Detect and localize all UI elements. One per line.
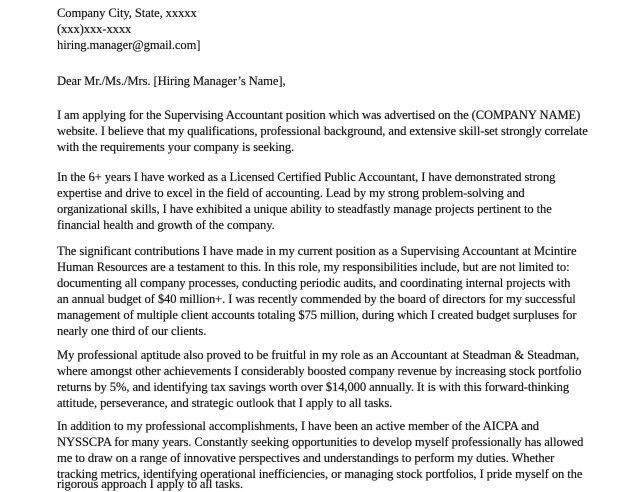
paragraph-line: management of multiple client accounts totaling $75 million, during which I created budget surpluses for — [57, 308, 577, 322]
paragraph-line: attitude, perseverance, and strategic outlook that I apply to all tasks. — [57, 396, 393, 410]
paragraph-line-clipped: rigorous approach I apply to all tasks. — [57, 477, 244, 491]
paragraph-line: I am applying for the Supervising Accountant position which was advertised on the (COMPANY NAME) — [57, 108, 581, 122]
contact-phone-line: (xxx)xxx-xxxx — [57, 22, 132, 36]
paragraph-experience-cpa — [57, 169, 600, 233]
paragraph-current-position — [57, 243, 600, 339]
paragraph-memberships — [57, 418, 600, 492]
contact-block — [57, 5, 600, 53]
paragraph-line: where amongst other achievements I considerably boosted company revenue by increasing stock portfolio — [57, 364, 582, 378]
contact-city-state-line: Company City, State, xxxxx — [57, 6, 197, 20]
paragraph-line: an annual budget of $40 million+. I was recently commended by the board of directors for my successful — [57, 292, 576, 306]
paragraph-line: In addition to my professional accomplishments, I have been an active member of the AICPA and — [57, 419, 539, 433]
paragraph-line: In the 6+ years I have worked as a Licensed Certified Public Accountant, I have demonstrated strong — [57, 170, 556, 184]
paragraph-line: nearly one third of our clients. — [57, 324, 207, 338]
paragraph-introduction — [57, 107, 600, 155]
paragraph-line: tracking metrics, identifying operational inefficiencies, or managing stock portfolios, I pride myself on the — [57, 467, 583, 481]
paragraph-previous-role — [57, 347, 600, 411]
paragraph-line: NYSSCPA for many years. Constantly seeking opportunities to develop myself professionally has allowed — [57, 435, 584, 449]
paragraph-line: The significant contributions I have made in my current position as a Supervising Accountant at Mcintire — [57, 244, 577, 258]
paragraph-line: expertise and drive to excel in the field of accounting. Lead by my strong problem-solving and — [57, 186, 525, 200]
paragraph-line: documenting all company processes, conducting periodic audits, and coordinating internal projects with — [57, 276, 571, 290]
paragraph-line: My professional aptitude also proved to be fruitful in my role as an Accountant at Steadman & Steadman, — [57, 348, 580, 362]
salutation: Dear Mr./Ms./Mrs. [Hiring Manager’s Name], — [57, 74, 286, 88]
paragraph-line: financial health and growth of the company. — [57, 218, 275, 232]
paragraph-line: me to draw on a range of innovative perspectives and understandings to perform my duties. Whether — [57, 451, 555, 465]
paragraph-line: organizational skills, I have exhibited a unique ability to steadfastly manage projects pertinent to the — [57, 202, 552, 216]
paragraph-line: with the requirements your company is seeking. — [57, 140, 295, 154]
contact-email-line: hiring.manager@gmail.com] — [57, 38, 201, 52]
paragraph-line: website. I believe that my qualifications, professional background, and extensive skill-set strongly correlate — [57, 124, 588, 138]
paragraph-line: Human Resources are a testament to this. In this role, my responsibilities include, but are not limited to: — [57, 260, 570, 274]
paragraph-line: returns by 5%, and identifying tax savings worth over $14,000 annually. It is with this forward-thinking — [57, 380, 570, 394]
